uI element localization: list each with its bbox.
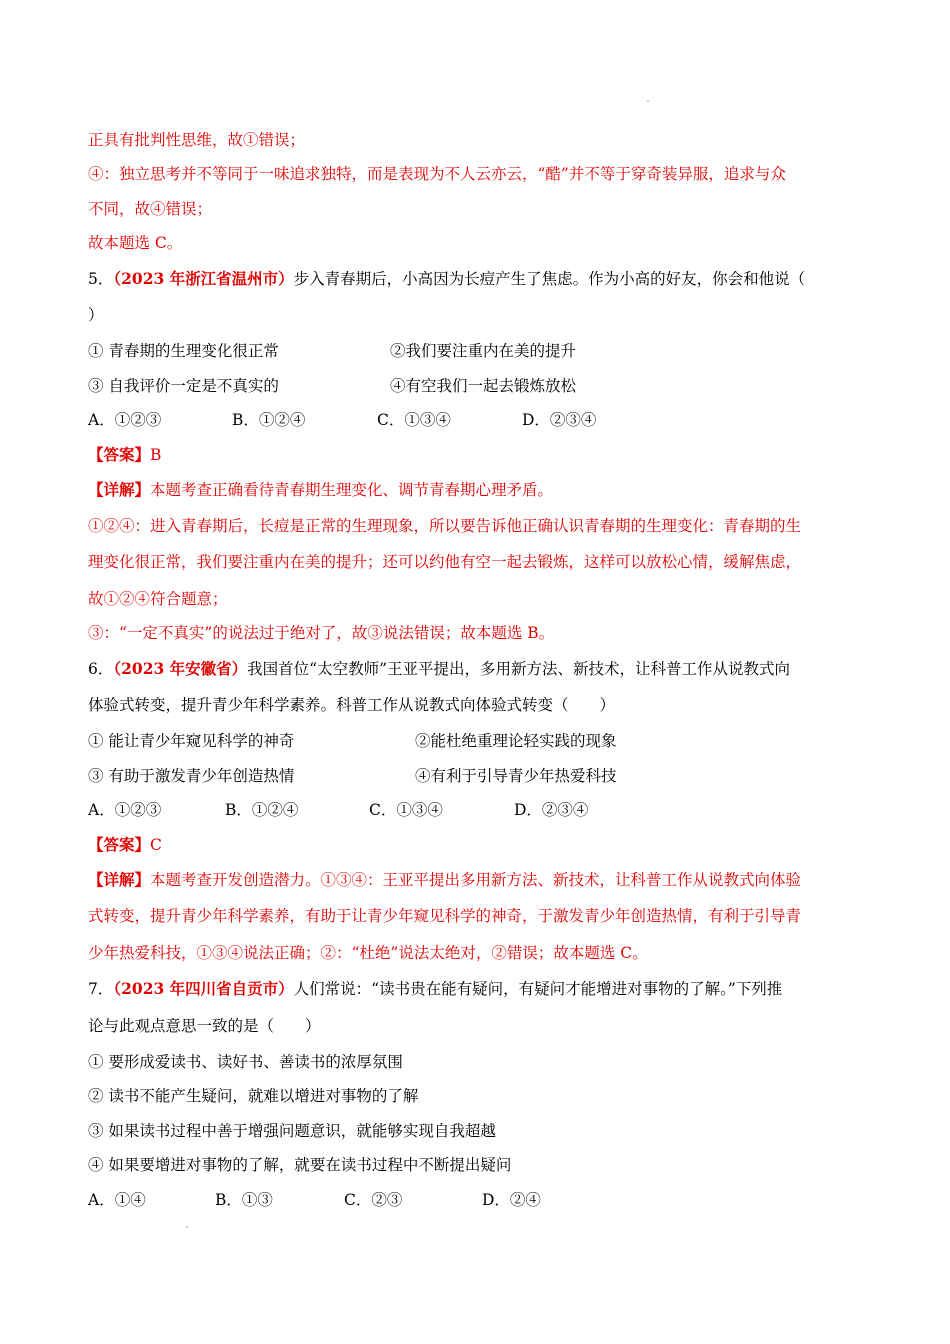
q5-detail-line-1 [88, 480, 553, 500]
q7-choice-d: D．②④ [482, 1191, 541, 1209]
q6-answer-tag: 【答案】 [88, 835, 151, 854]
q6-statement-1: ① 能让青少年窥见科学的神奇 [88, 732, 295, 750]
q5-statement-3: ③ 自我评价一定是不真实的 [88, 377, 279, 395]
q5-detail-line-2: ①②④：进入青春期后，长痘是正常的生理现象，所以要告诉他正确认识青春期的生理变化：青春期的生 [88, 517, 802, 535]
q5-stem-line-2: ） [88, 306, 104, 324]
q5-detail-line-4: 故①②④符合题意； [88, 590, 228, 608]
q5-detail-tag: 【详解】 [88, 480, 151, 499]
q6-answer-value: C [150, 836, 162, 854]
prev-explanation-line-3: 不同，故④错误； [88, 200, 213, 218]
q7-choice-a: A．①④ [88, 1191, 146, 1209]
q6-stem-text: 我国首位“太空教师”王亚平提出，多用新方法、新技术，让科普工作从说教式向 [247, 660, 791, 678]
q6-choice-b: B．①②④ [225, 801, 299, 819]
q7-statement-1: ① 要形成爱读书、读好书、善读书的浓厚氛围 [88, 1053, 403, 1071]
q5-number: 5． [88, 270, 114, 288]
q7-statement-2: ② 读书不能产生疑问，就难以增进对事物的了解 [88, 1087, 419, 1105]
q5-detail-text: 本题考查正确看待青春期生理变化、调节青春期心理矛盾。 [150, 481, 554, 499]
q5-detail-line-3: 理变化很正常，我们要注重内在美的提升；还可以约他有空一起去锻炼，这样可以放松心情，缓解焦虑， [88, 553, 802, 571]
q6-detail-line-1 [88, 870, 801, 890]
q6-detail-tag: 【详解】 [88, 870, 151, 889]
prev-explanation-line-2: ④：独立思考并不等同于一味追求独特，而是表现为不人云亦云，“酷”并不等于穿奇装异服，追求与众 [88, 165, 786, 183]
q6-choice-d: D．②③④ [514, 801, 589, 819]
q5-choice-a: A．①②③ [88, 411, 162, 429]
q6-number: 6． [88, 660, 114, 678]
q5-answer-value: B [150, 446, 162, 464]
q6-statement-4: ④有利于引导青少年热爱科技 [415, 767, 617, 785]
q7-choice-c: C．②③ [344, 1191, 403, 1209]
prev-explanation-line-1: 正具有批判性思维，故①错误； [88, 131, 306, 149]
q6-detail-text: 本题考查开发创造潜力。①③④：王亚平提出多用新方法、新技术，让科普工作从说教式向体验 [150, 871, 802, 889]
q5-detail-line-5: ③：“一定不真实”的说法过于绝对了，故③说法错误；故本题选 B。 [88, 624, 555, 642]
q5-source: （2023 年浙江省温州市） [113, 269, 294, 288]
q5-statement-4: ④有空我们一起去锻炼放松 [390, 377, 577, 395]
q5-answer-tag: 【答案】 [88, 445, 151, 464]
q6-answer [88, 835, 162, 855]
q7-stem-text: 人们常说：“读书贵在能有疑问，有疑问才能增进对事物的了解。”下列推 [293, 980, 783, 998]
q6-statement-2: ②能杜绝重理论轻实践的现象 [415, 732, 617, 750]
q5-choice-b: B．①②④ [232, 411, 306, 429]
q6-statement-3: ③ 有助于激发青少年创造热情 [88, 767, 295, 785]
q6-stem-line-2: 体验式转变，提升青少年科学素养。科普工作从说教式向体验式转变（ ） [88, 696, 616, 714]
q5-statement-2: ②我们要注重内在美的提升 [390, 342, 577, 360]
page-mark-bottom [186, 1226, 188, 1228]
q7-stem [88, 979, 782, 999]
page-mark-top [647, 100, 649, 102]
q5-answer [88, 445, 161, 465]
q6-choice-c: C．①③④ [369, 801, 443, 819]
q6-detail-line-3: 少年热爱科技，①③④说法正确；②：“杜绝”说法太绝对，②错误；故本题选 C。 [88, 944, 648, 962]
q7-statement-4: ④ 如果要增进对事物的了解，就要在读书过程中不断提出疑问 [88, 1156, 512, 1174]
q7-stem-line-2: 论与此观点意思一致的是（ ） [88, 1017, 321, 1035]
q7-source: （2023 年四川省自贡市） [113, 979, 294, 998]
q6-choice-a: A．①②③ [88, 801, 162, 819]
q6-detail-line-2: 式转变，提升青少年科学素养，有助于让青少年窥见科学的神奇，于激发青少年创造热情，有利于引导青 [88, 907, 802, 925]
q7-statement-3: ③ 如果读书过程中善于增强问题意识，就能够实现自我超越 [88, 1122, 496, 1140]
q7-number: 7． [88, 980, 114, 998]
q6-source: （2023 年安徽省） [113, 659, 248, 678]
q5-stem [88, 269, 805, 289]
prev-explanation-line-4: 故本题选 C。 [88, 234, 183, 252]
q5-choice-d: D．②③④ [522, 411, 597, 429]
q6-stem [88, 659, 790, 679]
q5-statement-1: ① 青春期的生理变化很正常 [88, 342, 279, 360]
q5-choice-c: C．①③④ [377, 411, 451, 429]
q7-choice-b: B．①③ [215, 1191, 273, 1209]
q5-stem-text: 步入青春期后，小高因为长痘产生了焦虑。作为小高的好友，你会和他说（ [293, 270, 806, 288]
